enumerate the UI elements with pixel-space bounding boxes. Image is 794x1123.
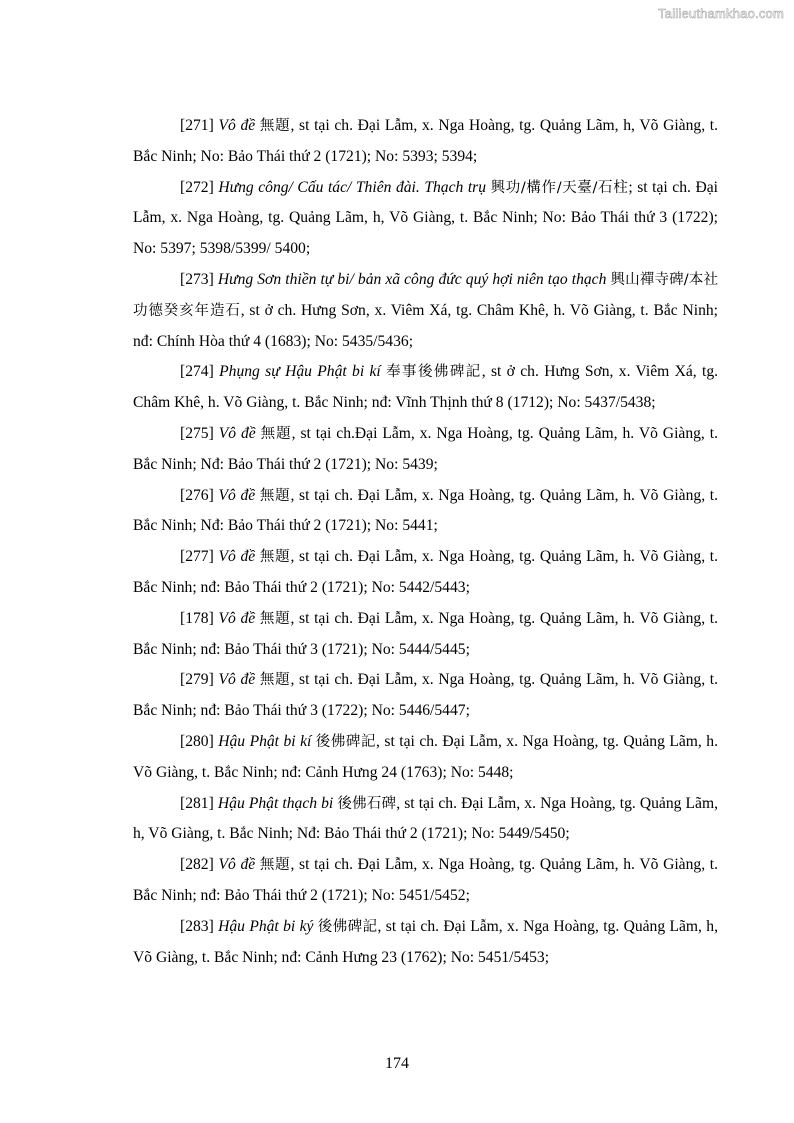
entry-number: [279] (180, 671, 214, 689)
entry-han-title: 後佛碑記 (317, 918, 378, 935)
entry-title: Hưng Sơn thiền tự bi/ bản xã công đức quý hợi niên tạo thạch (217, 270, 607, 288)
entry-details: ; st tại ch. Đại Lẫm, x. Nga Hoàng, tg. Quảng Lãm, h, Võ Giàng, t. Bắc Ninh; No: Bảo Thái thứ 3 (1722); No: 5397; 5398/5399/ 5400; (133, 178, 718, 258)
entry-276 (133, 481, 718, 543)
entry-number: [274] (180, 363, 214, 381)
entry-han-title: 無題 (259, 610, 291, 627)
entry-han-title: 無題 (259, 857, 291, 874)
entry-title: Hậu Phật bi kí (218, 732, 312, 750)
entry-title: Vô đề (218, 856, 256, 874)
entry-details: , st tại ch. Đại Lẫm, x. Nga Hoàng, tg. Quảng Lãm, h. Võ Giàng, t. Bắc Ninh; nđ: Bảo Thái thứ 3 (1721); No: 5444/5445; (133, 609, 718, 658)
page-number: 174 (385, 1055, 409, 1072)
watermark: Tailieuthamkhao.com (658, 6, 784, 21)
entry-title: Vô đề (218, 424, 256, 442)
entry-han-title: 無題 (259, 487, 291, 504)
entry-title: Vô đề (218, 117, 256, 134)
entry-279 (133, 665, 718, 727)
bibliography-list (133, 111, 718, 973)
entry-283 (133, 912, 718, 974)
entry-number: [273] (180, 270, 214, 288)
entry-details: , st tại ch. Đại Lẫm, x. Nga Hoàng, tg. Quảng Lãm, h, Võ Giàng, t. Bắc Ninh; Nđ: Bảo Thái thứ 2 (1721); No: 5449/5450; (133, 794, 719, 843)
entry-number: [272] (180, 178, 214, 196)
entry-number: [280] (180, 732, 214, 750)
entry-details: , st ở ch. Hưng Sơn, x. Viêm Xá, tg. Châm Khê, h. Võ Giàng, t. Bắc Ninh; nđ: Vĩnh Thịnh thứ 8 (1712); No: 5437/5438; (133, 363, 719, 412)
entry-details: , st tại ch. Đại Lẫm, x. Nga Hoàng, tg. Quảng Lãm, h. Võ Giàng, t. Bắc Ninh; nđ: Bảo Thái thứ 3 (1722); No: 5446/5447; (133, 671, 718, 720)
entry-title: Vô đề (218, 609, 256, 627)
entry-title: Hưng công/ Cấu tác/ Thiên đài. Thạch trụ (218, 178, 487, 196)
entry-han-title: 奉事後佛碑記 (386, 364, 482, 381)
entry-273 (133, 265, 718, 357)
entry-details: , st tại ch.Đại Lẫm, x. Nga Hoàng, tg. Quảng Lãm, h. Võ Giàng, t. Bắc Ninh; Nđ: Bảo Thái thứ 2 (1721); No: 5439; (133, 424, 718, 473)
entry-number: [276] (180, 486, 214, 504)
entry-details: , st ở ch. Hưng Sơn, x. Viêm Xá, tg. Châm Khê, h. Võ Giàng, t. Bắc Ninh; nđ: Chính Hòa thứ 4 (1683); No: 5435/5436; (133, 301, 719, 350)
entry-han-title: 無題 (259, 549, 291, 566)
entry-title: Vô đề (218, 548, 256, 566)
entry-han-title: 無題 (259, 118, 291, 134)
entry-han-title: 興山禪寺碑/本社功德癸亥年造石 (133, 271, 718, 319)
entry-275 (133, 419, 718, 481)
entry-title: Hậu Phật thạch bi (217, 794, 334, 812)
entry-title: Vô đề (218, 486, 256, 504)
entry-280 (133, 727, 718, 789)
entry-277 (133, 542, 718, 604)
entry-281 (133, 789, 718, 851)
entry-details: , st tại ch. Đại Lẫm, x. Nga Hoàng, tg. Quảng Lãm, h. Võ Giàng, t. Bắc Ninh; nđ: Cảnh Hưng 24 (1763); No: 5448; (133, 732, 718, 781)
entry-title: Vô đề (218, 671, 256, 689)
entry-title: Hậu Phật bi ký (218, 917, 314, 935)
entry-title: Phụng sự Hậu Phật bi kí (219, 363, 381, 381)
entry-number: [282] (180, 856, 214, 874)
entry-details: , st tại ch. Đại Lẫm, x. Nga Hoàng, tg. Quảng Lãm, h. Võ Giàng, t. Bắc Ninh; nđ: Bảo Thái thứ 2 (1721); No: 5442/5443; (133, 548, 718, 596)
entry-272 (133, 173, 718, 265)
entry-number: [281] (180, 794, 214, 812)
entry-han-title: 無題 (259, 672, 291, 689)
entry-282 (133, 850, 718, 912)
entry-han-title: 後佛石碑 (337, 795, 397, 812)
entry-number: [275] (180, 424, 214, 442)
entry-271 (133, 111, 718, 173)
entry-han-title: 無題 (260, 425, 292, 442)
entry-details: , st tại ch. Đại Lẫm, x. Nga Hoàng, tg. Quảng Lãm, h, Võ Giàng, t. Bắc Ninh; No: Bảo Thái thứ 2 (1721); No: 5393; 5394; (133, 117, 718, 165)
entry-number: [283] (180, 917, 214, 935)
entry-number: [178] (180, 609, 214, 627)
entry-178 (133, 604, 718, 666)
entry-number: [271] (180, 117, 214, 134)
entry-han-title: 後佛碑記 (315, 733, 377, 750)
entry-274 (133, 357, 718, 419)
entry-details: , st tại ch. Đại Lẫm, x. Nga Hoàng, tg. Quảng Lãm, h. Võ Giàng, t. Bắc Ninh; nđ: Bảo Thái thứ 2 (1721); No: 5451/5452; (133, 856, 718, 904)
entry-number: [277] (180, 548, 214, 566)
entry-details: , st tại ch. Đại Lẫm, x. Nga Hoàng, tg. Quảng Lãm, h, Võ Giàng, t. Bắc Ninh; nđ: Cảnh Hưng 23 (1762); No: 5451/5453; (133, 917, 718, 966)
entry-han-title: 興功/構作/天臺/石柱 (490, 179, 629, 196)
entry-details: , st tại ch. Đại Lẫm, x. Nga Hoàng, tg. Quảng Lãm, h. Võ Giàng, t. Bắc Ninh; Nđ: Bảo Thái thứ 2 (1721); No: 5441; (133, 486, 718, 535)
